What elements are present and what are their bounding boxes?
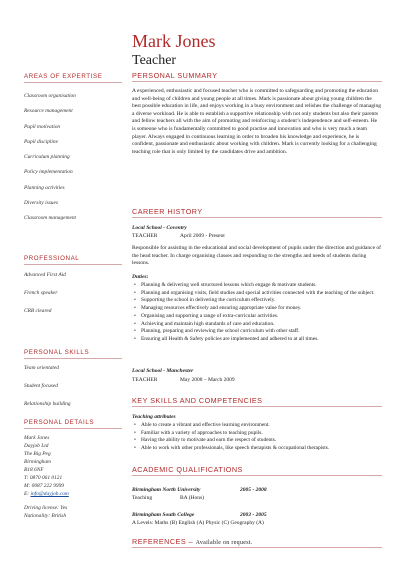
personal-skill-item: Team orientated xyxy=(24,365,59,371)
duty-item: • Planning, preparing and reviewing the school curriculum with other staff. xyxy=(132,328,382,336)
contact-telephone: T: 0870 061 0121 xyxy=(24,475,63,481)
expertise-item: Policy implementation xyxy=(24,169,73,175)
qualifications-rule xyxy=(132,475,382,476)
duty-item: • Planning and organising visits, field studies and special activities connected with the teaching of the subject. xyxy=(132,290,382,298)
personal-skills-heading: PERSONAL SKILLS xyxy=(24,349,90,356)
expertise-heading: AREAS OF EXPERTISE xyxy=(24,73,103,80)
personal-details-rule xyxy=(24,428,122,429)
job1-duties-label: Duties: xyxy=(132,274,149,280)
qualification1-award: BA (Hons) xyxy=(180,495,204,501)
qualification2-detail: A Levels: Maths (B) English (A) Physic (C) Geography (A) xyxy=(132,520,264,526)
job1-employer: Local School - Coventry xyxy=(132,225,187,231)
candidate-title: Teacher xyxy=(132,53,177,68)
driving-license: Driving license: Yes xyxy=(24,505,68,511)
contact-mobile: M: 0087 222 9999 xyxy=(24,483,64,489)
summary-rule xyxy=(132,81,382,82)
contact-city: Birmingham xyxy=(24,459,51,465)
professional-heading: PROFESSIONAL xyxy=(24,255,80,262)
attribute-item: • Familiar with a variety of approaches to teaching pupils. xyxy=(132,430,382,438)
qualification2-institution: Birmingham South College xyxy=(132,512,195,518)
teaching-attributes-heading: Teaching attributes xyxy=(132,414,176,420)
attribute-item: • Having the ability to motivate and earn the respect of students. xyxy=(132,437,382,445)
job2-employer: Local School - Manchester xyxy=(132,368,194,374)
qualification1-subject: Teaching xyxy=(132,495,153,501)
duty-item: • Planning & delivering well structured lessons which engage & motivate students. xyxy=(132,282,382,290)
expertise-item: Curriculum planning xyxy=(24,154,70,160)
key-skills-heading: KEY SKILLS AND COMPETENCIES xyxy=(132,396,263,405)
contact-email-row xyxy=(24,491,69,499)
expertise-item: Diversity issues xyxy=(24,200,58,206)
expertise-item: Classroom organisation xyxy=(24,93,76,99)
attribute-item: • Able to work with other professionals, like speech therapists & occupational therapists. xyxy=(132,445,382,453)
personal-details-heading: PERSONAL DETAILS xyxy=(24,419,95,426)
contact-email-label: E: xyxy=(24,491,30,497)
contact-name: Mark Jones xyxy=(24,435,50,441)
summary-heading: PERSONAL SUMMARY xyxy=(132,71,218,80)
qualification2-years: 2003 - 2005 xyxy=(240,512,267,518)
expertise-item: Classroom management xyxy=(24,215,77,221)
job2-role: TEACHER xyxy=(132,377,158,383)
duty-item: • Supporting the school in delivering the curriculum effectively. xyxy=(132,297,382,305)
job2-dates: May 2008 – March 2009 xyxy=(180,377,235,383)
career-rule xyxy=(132,217,382,218)
professional-item: French speaker xyxy=(24,290,58,296)
duty-item: • Achieving and maintain high standards of care and education. xyxy=(132,321,382,329)
job1-description: Responsible for assisting in the educational and social development of pupils under the direction and guidance of the head teacher. In charge organising classes and responding to the strengths and needs of students during lessons. xyxy=(132,245,381,267)
duty-item: • Managing resources effectively and ensuring appropriate value for money. xyxy=(132,305,382,313)
duty-item: • Organising and supporting a range of extra-curricular activities. xyxy=(132,313,382,321)
career-heading: CAREER HISTORY xyxy=(132,207,203,216)
references-heading: REFERENCES – xyxy=(132,537,194,546)
expertise-item: Resource management xyxy=(24,108,73,114)
attribute-item: • Able to create a vibrant and effective learning environment. xyxy=(132,422,382,430)
qualification1-years: 2005 - 2008 xyxy=(240,487,267,493)
references-text: Available on request. xyxy=(195,540,253,546)
job1-dates: April 2009 - Present xyxy=(180,233,225,239)
nationality: Nationality: British xyxy=(24,513,67,519)
candidate-name: Mark Jones xyxy=(132,31,216,51)
qualifications-heading: ACADEMIC QUALIFICATIONS xyxy=(132,465,243,474)
professional-item: CRB cleared xyxy=(24,308,52,314)
expertise-item: Pupil discipline xyxy=(24,139,58,145)
personal-skills-rule xyxy=(24,358,122,359)
job1-duties-list xyxy=(132,282,382,344)
expertise-item: Pupil motivation xyxy=(24,124,61,130)
duty-item: • Ensuring all Health & Safety policies are implemented and adhered to at all times. xyxy=(132,336,382,344)
personal-skill-item: Student focused xyxy=(24,383,58,389)
contact-address-line: The Big Peg xyxy=(24,451,51,457)
expertise-rule xyxy=(24,82,122,83)
contact-email-link[interactable]: info@dayjob.com xyxy=(30,491,69,497)
contact-company: Dayjob Ltd xyxy=(24,443,49,449)
teaching-attributes-list xyxy=(132,422,382,453)
job1-role: TEACHER xyxy=(132,233,158,239)
professional-item: Advanced First Aid xyxy=(24,272,66,278)
contact-postcode: B18 6NF xyxy=(24,467,44,473)
key-skills-rule xyxy=(132,406,382,407)
professional-rule xyxy=(24,264,122,265)
references-rule xyxy=(132,547,382,548)
expertise-item: Planning activities xyxy=(24,185,65,191)
qualification1-institution: Birmingham North University xyxy=(132,487,201,493)
summary-text: A experienced, enthusiastic and focused teacher who is committed to safeguarding and promoting the education and well-being of children and young people at all times. Mark is passionate about giving young children the best possible education in life, and enjoys working in a busy environment and relishes the challenge of managing a diverse workload. He is able to establish a supportive relationship with not only students but also their parents and fellow teachers all with the aim of promoting and reinforcing a student’s independence and self-esteem. He is someone who is fundamentally committed to good practise and innovation and who is very much a team player. Always engaged in continuous learning in order to broaden his knowledge and experience, he is confident, passionate and enthusiastic about working with children. Mark is currently looking for a challenging teaching role that is only limited by the candidates drive and ambition. xyxy=(132,88,381,155)
personal-skill-item: Relationship building xyxy=(24,401,71,407)
